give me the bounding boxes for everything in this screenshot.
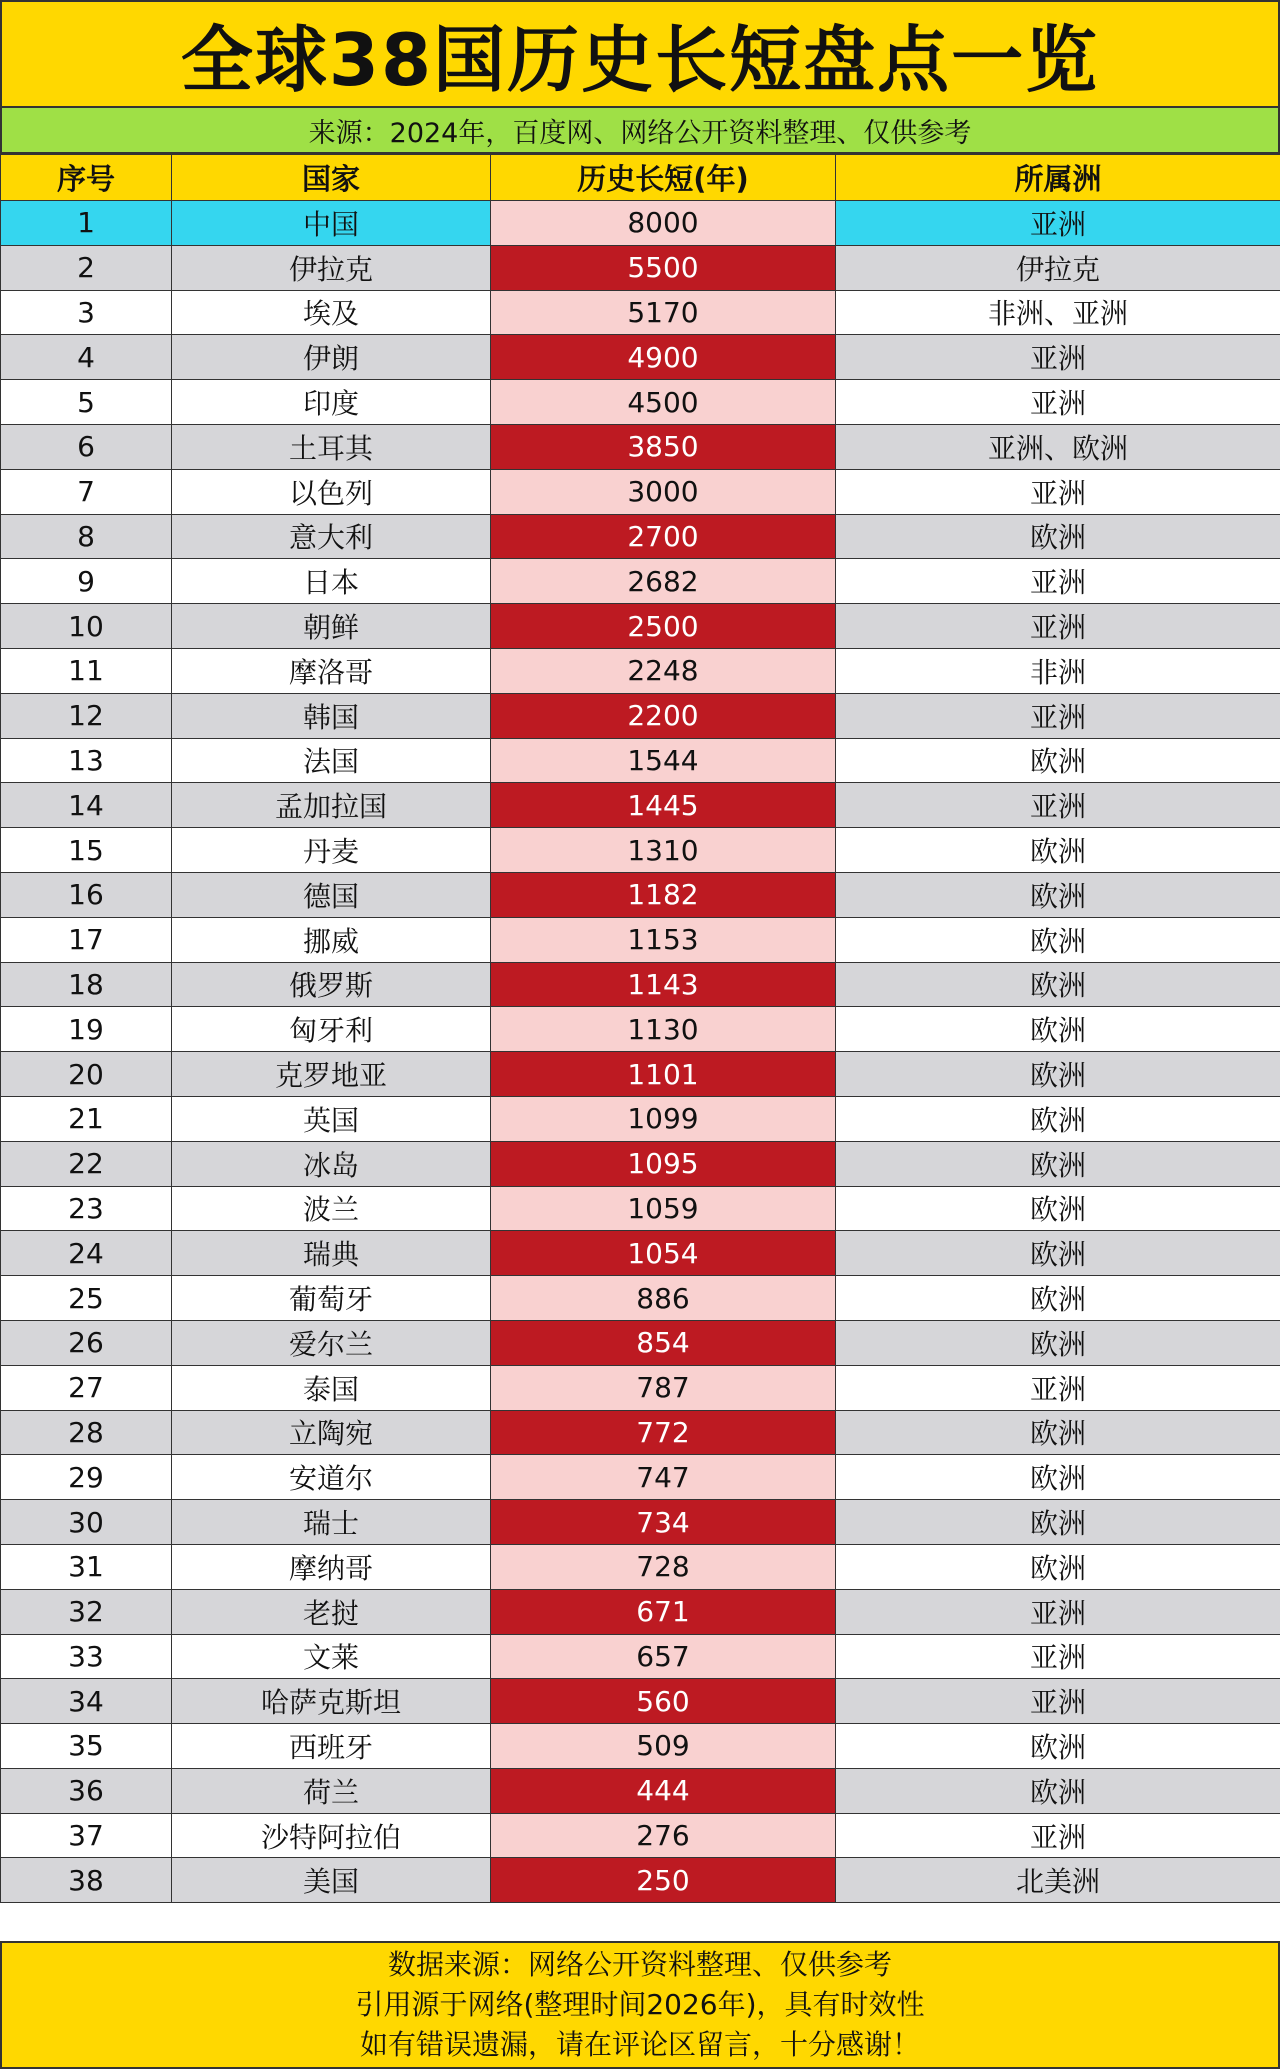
cell-history-years: 1153 xyxy=(491,917,836,962)
cell-country: 挪威 xyxy=(172,917,491,962)
table-row xyxy=(1,1365,1280,1410)
cell-history-years: 1101 xyxy=(491,1052,836,1097)
cell-history-years: 3850 xyxy=(491,424,836,469)
table-row xyxy=(1,1096,1280,1141)
cell-country: 葡萄牙 xyxy=(172,1276,491,1321)
cell-history-years: 509 xyxy=(491,1724,836,1769)
cell-continent: 欧洲 xyxy=(836,1500,1280,1545)
cell-history-years: 728 xyxy=(491,1544,836,1589)
table-row xyxy=(1,514,1280,559)
cell-country: 摩纳哥 xyxy=(172,1544,491,1589)
table-row xyxy=(1,559,1280,604)
cell-history-years: 5170 xyxy=(491,290,836,335)
table-row xyxy=(1,1813,1280,1858)
cell-index: 13 xyxy=(1,738,172,783)
cell-country: 以色列 xyxy=(172,469,491,514)
cell-history-years: 3000 xyxy=(491,469,836,514)
table-row xyxy=(1,693,1280,738)
cell-continent: 欧洲 xyxy=(836,1186,1280,1231)
cell-history-years: 1099 xyxy=(491,1096,836,1141)
cell-continent: 欧洲 xyxy=(836,1410,1280,1455)
cell-continent: 欧洲 xyxy=(836,514,1280,559)
table-row xyxy=(1,872,1280,917)
cell-history-years: 1130 xyxy=(491,1007,836,1052)
cell-continent: 欧洲 xyxy=(836,962,1280,1007)
table-row xyxy=(1,783,1280,828)
cell-continent: 亚洲、欧洲 xyxy=(836,424,1280,469)
header-index: 序号 xyxy=(1,155,172,201)
cell-country: 英国 xyxy=(172,1096,491,1141)
cell-continent: 北美洲 xyxy=(836,1858,1280,1903)
cell-continent: 欧洲 xyxy=(836,1455,1280,1500)
table-row xyxy=(1,1007,1280,1052)
cell-continent: 亚洲 xyxy=(836,1679,1280,1724)
cell-index: 10 xyxy=(1,604,172,649)
cell-continent: 非洲 xyxy=(836,648,1280,693)
header-history-years: 历史长短(年) xyxy=(491,155,836,201)
cell-index: 34 xyxy=(1,1679,172,1724)
cell-country: 西班牙 xyxy=(172,1724,491,1769)
cell-index: 24 xyxy=(1,1231,172,1276)
cell-continent: 伊拉克 xyxy=(836,245,1280,290)
cell-country: 波兰 xyxy=(172,1186,491,1231)
table-row xyxy=(1,1186,1280,1231)
cell-continent: 欧洲 xyxy=(836,1320,1280,1365)
cell-history-years: 734 xyxy=(491,1500,836,1545)
cell-continent: 亚洲 xyxy=(836,380,1280,425)
cell-index: 23 xyxy=(1,1186,172,1231)
cell-index: 4 xyxy=(1,335,172,380)
cell-index: 26 xyxy=(1,1320,172,1365)
cell-index: 36 xyxy=(1,1768,172,1813)
table-row xyxy=(1,1410,1280,1455)
cell-index: 33 xyxy=(1,1634,172,1679)
table-row xyxy=(1,1500,1280,1545)
table-row xyxy=(1,380,1280,425)
cell-continent: 亚洲 xyxy=(836,559,1280,604)
cell-continent: 欧洲 xyxy=(836,1724,1280,1769)
table-row xyxy=(1,290,1280,335)
cell-history-years: 2200 xyxy=(491,693,836,738)
cell-index: 8 xyxy=(1,514,172,559)
cell-country: 冰岛 xyxy=(172,1141,491,1186)
cell-index: 37 xyxy=(1,1813,172,1858)
table-row xyxy=(1,828,1280,873)
cell-history-years: 560 xyxy=(491,1679,836,1724)
table-body xyxy=(1,201,1280,1903)
cell-country: 孟加拉国 xyxy=(172,783,491,828)
cell-continent: 亚洲 xyxy=(836,604,1280,649)
cell-continent: 亚洲 xyxy=(836,1589,1280,1634)
cell-country: 意大利 xyxy=(172,514,491,559)
cell-country: 摩洛哥 xyxy=(172,648,491,693)
history-table xyxy=(0,154,1280,1903)
header-continent: 所属洲 xyxy=(836,155,1280,201)
table-row xyxy=(1,917,1280,962)
cell-country: 俄罗斯 xyxy=(172,962,491,1007)
cell-country: 印度 xyxy=(172,380,491,425)
cell-history-years: 1544 xyxy=(491,738,836,783)
cell-index: 9 xyxy=(1,559,172,604)
cell-country: 伊拉克 xyxy=(172,245,491,290)
cell-index: 21 xyxy=(1,1096,172,1141)
cell-country: 哈萨克斯坦 xyxy=(172,1679,491,1724)
header-country: 国家 xyxy=(172,155,491,201)
cell-history-years: 444 xyxy=(491,1768,836,1813)
cell-history-years: 2248 xyxy=(491,648,836,693)
cell-continent: 欧洲 xyxy=(836,828,1280,873)
cell-history-years: 886 xyxy=(491,1276,836,1321)
cell-country: 沙特阿拉伯 xyxy=(172,1813,491,1858)
cell-index: 29 xyxy=(1,1455,172,1500)
cell-index: 35 xyxy=(1,1724,172,1769)
cell-country: 文莱 xyxy=(172,1634,491,1679)
cell-history-years: 2682 xyxy=(491,559,836,604)
cell-continent: 欧洲 xyxy=(836,1768,1280,1813)
footer-notes xyxy=(0,1941,1280,2069)
table-row xyxy=(1,469,1280,514)
cell-continent: 亚洲 xyxy=(836,783,1280,828)
table-row xyxy=(1,335,1280,380)
cell-continent: 亚洲 xyxy=(836,1365,1280,1410)
cell-index: 27 xyxy=(1,1365,172,1410)
cell-history-years: 854 xyxy=(491,1320,836,1365)
cell-continent: 欧洲 xyxy=(836,1096,1280,1141)
cell-continent: 欧洲 xyxy=(836,1052,1280,1097)
cell-index: 15 xyxy=(1,828,172,873)
table-row xyxy=(1,1141,1280,1186)
cell-index: 22 xyxy=(1,1141,172,1186)
cell-country: 朝鲜 xyxy=(172,604,491,649)
cell-history-years: 250 xyxy=(491,1858,836,1903)
cell-country: 中国 xyxy=(172,201,491,246)
cell-country: 立陶宛 xyxy=(172,1410,491,1455)
cell-history-years: 1095 xyxy=(491,1141,836,1186)
cell-country: 克罗地亚 xyxy=(172,1052,491,1097)
cell-country: 德国 xyxy=(172,872,491,917)
table-row xyxy=(1,1276,1280,1321)
cell-history-years: 276 xyxy=(491,1813,836,1858)
page-title: 全球38国历史长短盘点一览 xyxy=(0,0,1280,108)
cell-continent: 亚洲 xyxy=(836,1813,1280,1858)
cell-country: 老挝 xyxy=(172,1589,491,1634)
table-row xyxy=(1,1455,1280,1500)
cell-country: 埃及 xyxy=(172,290,491,335)
cell-history-years: 1143 xyxy=(491,962,836,1007)
cell-continent: 欧洲 xyxy=(836,917,1280,962)
cell-index: 16 xyxy=(1,872,172,917)
cell-continent: 欧洲 xyxy=(836,872,1280,917)
cell-index: 3 xyxy=(1,290,172,335)
cell-continent: 欧洲 xyxy=(836,1231,1280,1276)
cell-history-years: 2500 xyxy=(491,604,836,649)
cell-index: 2 xyxy=(1,245,172,290)
table-row xyxy=(1,1231,1280,1276)
cell-history-years: 1310 xyxy=(491,828,836,873)
cell-history-years: 1054 xyxy=(491,1231,836,1276)
table-row xyxy=(1,962,1280,1007)
cell-history-years: 1059 xyxy=(491,1186,836,1231)
table-row xyxy=(1,1544,1280,1589)
cell-country: 匈牙利 xyxy=(172,1007,491,1052)
table-row xyxy=(1,1589,1280,1634)
table-row xyxy=(1,738,1280,783)
table-row xyxy=(1,1768,1280,1813)
cell-history-years: 4500 xyxy=(491,380,836,425)
table-row xyxy=(1,604,1280,649)
table-row xyxy=(1,1724,1280,1769)
cell-history-years: 787 xyxy=(491,1365,836,1410)
cell-index: 32 xyxy=(1,1589,172,1634)
cell-index: 7 xyxy=(1,469,172,514)
table-row xyxy=(1,201,1280,246)
cell-continent: 欧洲 xyxy=(836,1544,1280,1589)
cell-country: 荷兰 xyxy=(172,1768,491,1813)
cell-history-years: 8000 xyxy=(491,201,836,246)
cell-country: 爱尔兰 xyxy=(172,1320,491,1365)
cell-index: 31 xyxy=(1,1544,172,1589)
cell-country: 瑞士 xyxy=(172,1500,491,1545)
cell-continent: 亚洲 xyxy=(836,693,1280,738)
cell-index: 5 xyxy=(1,380,172,425)
cell-index: 18 xyxy=(1,962,172,1007)
cell-history-years: 772 xyxy=(491,1410,836,1455)
table-row xyxy=(1,1320,1280,1365)
cell-continent: 非洲、亚洲 xyxy=(836,290,1280,335)
cell-history-years: 4900 xyxy=(491,335,836,380)
table-row xyxy=(1,245,1280,290)
cell-country: 丹麦 xyxy=(172,828,491,873)
cell-country: 瑞典 xyxy=(172,1231,491,1276)
cell-country: 日本 xyxy=(172,559,491,604)
source-subtitle: 来源：2024年，百度网、网络公开资料整理、仅供参考 xyxy=(0,108,1280,154)
cell-continent: 欧洲 xyxy=(836,1141,1280,1186)
table-row xyxy=(1,424,1280,469)
cell-continent: 亚洲 xyxy=(836,335,1280,380)
cell-history-years: 657 xyxy=(491,1634,836,1679)
cell-continent: 亚洲 xyxy=(836,1634,1280,1679)
cell-history-years: 2700 xyxy=(491,514,836,559)
table-row xyxy=(1,1052,1280,1097)
cell-history-years: 747 xyxy=(491,1455,836,1500)
cell-index: 17 xyxy=(1,917,172,962)
cell-index: 38 xyxy=(1,1858,172,1903)
cell-index: 1 xyxy=(1,201,172,246)
cell-country: 土耳其 xyxy=(172,424,491,469)
footer-line-feedback: 如有错误遗漏，请在评论区留言，十分感谢！ xyxy=(359,2028,920,2061)
footer-line-source: 数据来源：网络公开资料整理、仅供参考 xyxy=(387,1948,892,1981)
cell-index: 6 xyxy=(1,424,172,469)
table-header-row xyxy=(1,155,1280,201)
cell-country: 泰国 xyxy=(172,1365,491,1410)
cell-country: 安道尔 xyxy=(172,1455,491,1500)
cell-index: 14 xyxy=(1,783,172,828)
cell-continent: 欧洲 xyxy=(836,738,1280,783)
table-row xyxy=(1,648,1280,693)
cell-index: 28 xyxy=(1,1410,172,1455)
table-row xyxy=(1,1679,1280,1724)
table-row xyxy=(1,1858,1280,1903)
footer-line-timeliness: 引用源于网络(整理时间2026年)，具有时效性 xyxy=(355,1988,925,2021)
cell-continent: 欧洲 xyxy=(836,1007,1280,1052)
cell-history-years: 1182 xyxy=(491,872,836,917)
cell-history-years: 1445 xyxy=(491,783,836,828)
cell-index: 12 xyxy=(1,693,172,738)
cell-index: 30 xyxy=(1,1500,172,1545)
table-row xyxy=(1,1634,1280,1679)
cell-index: 25 xyxy=(1,1276,172,1321)
cell-index: 20 xyxy=(1,1052,172,1097)
cell-continent: 亚洲 xyxy=(836,469,1280,514)
cell-continent: 亚洲 xyxy=(836,201,1280,246)
cell-history-years: 671 xyxy=(491,1589,836,1634)
cell-country: 韩国 xyxy=(172,693,491,738)
cell-history-years: 5500 xyxy=(491,245,836,290)
cell-index: 11 xyxy=(1,648,172,693)
cell-country: 美国 xyxy=(172,1858,491,1903)
cell-country: 法国 xyxy=(172,738,491,783)
cell-index: 19 xyxy=(1,1007,172,1052)
cell-continent: 欧洲 xyxy=(836,1276,1280,1321)
cell-country: 伊朗 xyxy=(172,335,491,380)
